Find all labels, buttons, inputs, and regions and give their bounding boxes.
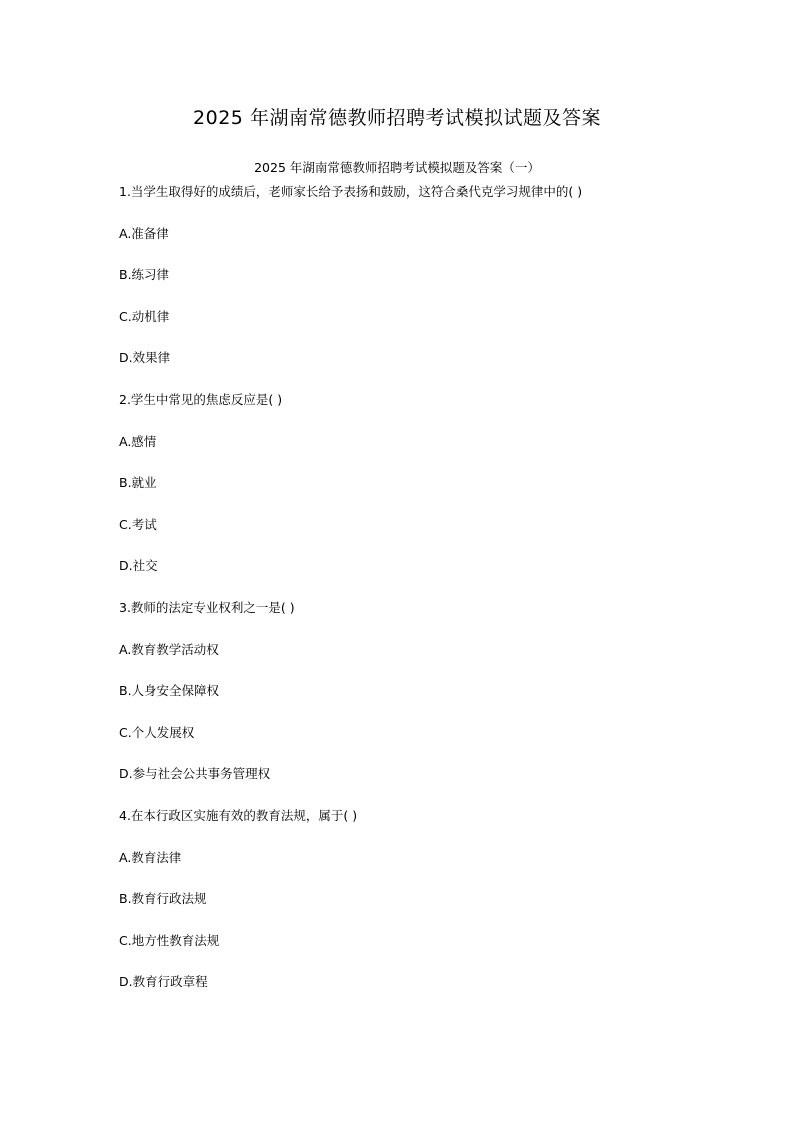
answer-option: D.教育行政章程: [119, 974, 208, 990]
answer-option: A.教育法律: [119, 849, 182, 865]
answer-option: D.社交: [119, 558, 158, 574]
answer-option: A.感情: [119, 433, 157, 449]
answer-option: D.参与社会公共事务管理权: [119, 766, 271, 782]
question-stem: 4.在本行政区实施有效的教育法规，属于( ): [119, 807, 358, 823]
answer-option: B.练习律: [119, 267, 170, 283]
document-subtitle: 2025 年湖南常德教师招聘考试模拟题及答案（一）: [254, 160, 540, 175]
answer-option: C.个人发展权: [119, 724, 195, 740]
answer-option: B.就业: [119, 475, 157, 491]
document-title: 2025 年湖南常德教师招聘考试模拟试题及答案: [193, 107, 601, 129]
answer-option: C.考试: [119, 516, 157, 532]
answer-option: B.人身安全保障权: [119, 683, 220, 699]
question-stem: 3.教师的法定专业权利之一是( ): [119, 599, 295, 615]
answer-option: C.地方性教育法规: [119, 932, 220, 948]
question-stem: 1.当学生取得好的成绩后，老师家长给予表扬和鼓励，这符合桑代克学习规律中的( ): [119, 184, 583, 199]
answer-option: A.教育教学活动权: [119, 641, 219, 657]
answer-option: D.效果律: [119, 350, 171, 366]
answer-option: B.教育行政法规: [119, 891, 207, 907]
question-stem: 2.学生中常见的焦虑反应是( ): [119, 391, 283, 407]
question-list: [119, 182, 699, 1014]
answer-option: A.准备律: [119, 225, 169, 241]
answer-option: C.动机律: [119, 308, 170, 324]
